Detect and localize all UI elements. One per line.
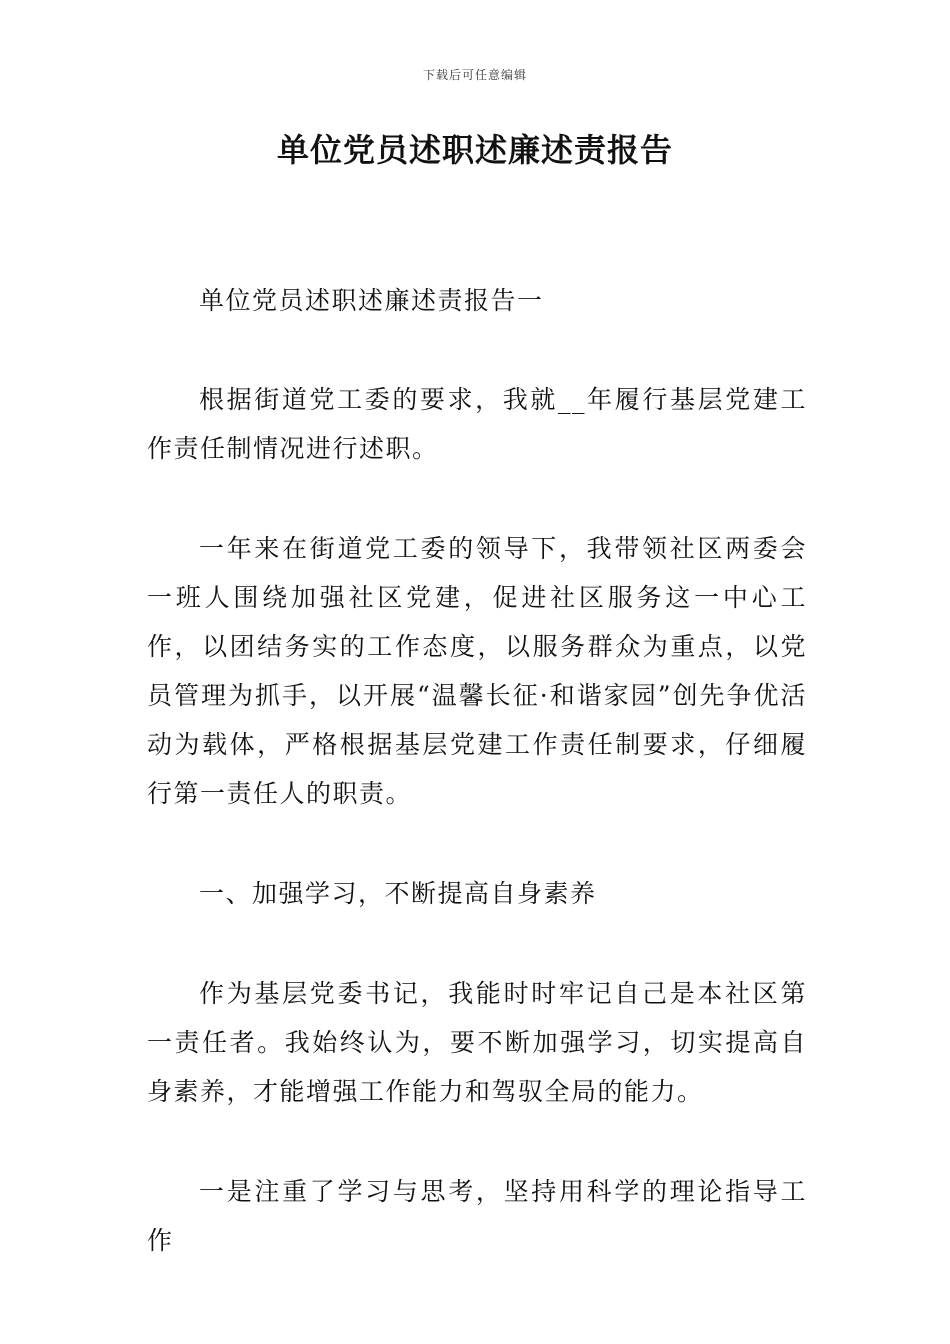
- report-subheading: 单位党员述职述廉述责报告一: [199, 286, 544, 315]
- document-title: 单位党员述职述廉述责报告: [276, 131, 673, 169]
- paragraph-point-1: 一是注重了学习与思考，坚持用科学的理论指导工作: [147, 1177, 807, 1255]
- paragraph-intro: 根据街道党工委的要求，我就__年履行基层党建工作责任制情况进行述职。: [147, 385, 807, 463]
- paragraph-overview: 一年来在街道党工委的领导下，我带领社区两委会一班人围绕加强社区党建，促进社区服务这一中心工作，以团结务实的工作态度，以服务群众为重点，以党员管理为抓手，以开展“温馨长征·和谐家园”创先争优活动为载体，严格根据基层党建工作责任制要求，仔细履行第一责任人的职责。: [147, 534, 807, 808]
- header-note: 下载后可任意编辑: [422, 68, 527, 82]
- section-heading-1: 一、加强学习，不断提高自身素养: [199, 879, 597, 908]
- paragraph-section-1: 作为基层党委书记，我能时时牢记自己是本社区第一责任者。我始终认为，要不断加强学习，切实提高自身素养，才能增强工作能力和驾驭全局的能力。: [147, 979, 807, 1106]
